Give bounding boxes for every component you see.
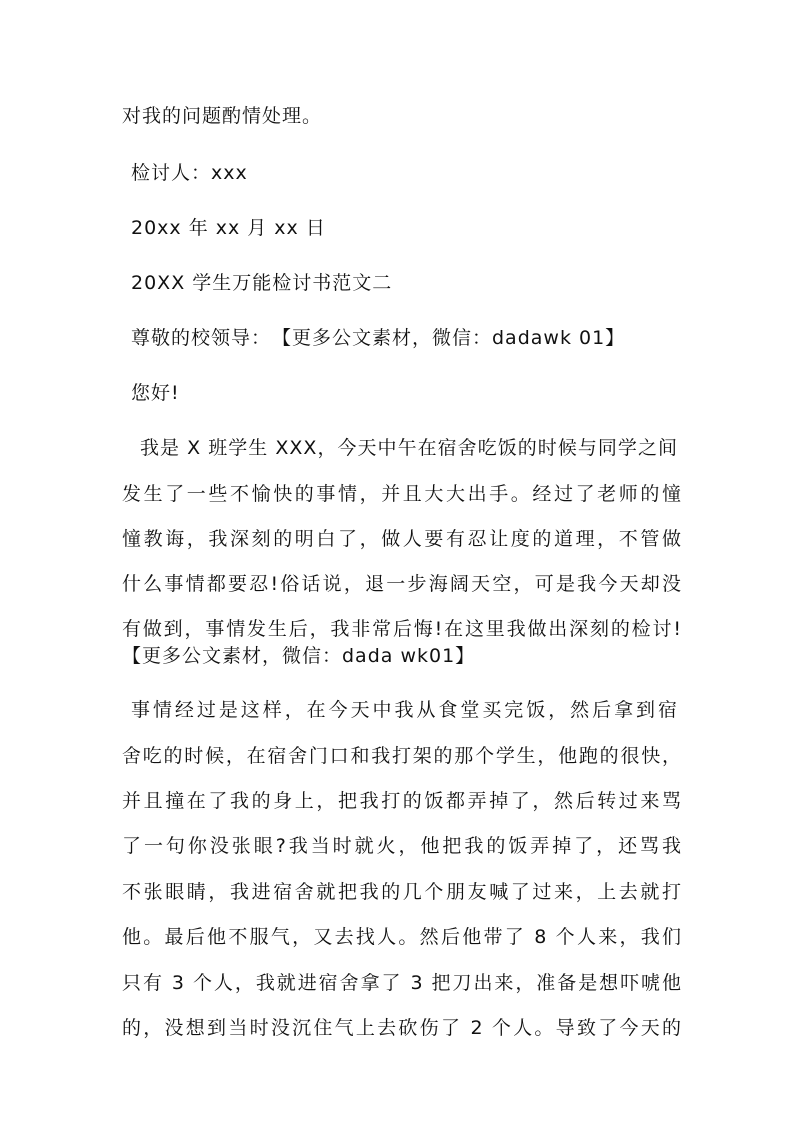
paragraph-line: 有做到，事情发生后，我非常后悔!在这里我做出深刻的检讨!: [122, 618, 682, 640]
salutation-line: 尊敬的校领导： 【更多公文素材，微信：dadawk 01】: [131, 327, 626, 349]
paragraph-line: 【更多公文素材，微信：dada wk01】: [122, 645, 476, 667]
paragraph-line: 事情经过是这样，在今天中我从食堂买完饭，然后拿到宿: [131, 699, 678, 721]
paragraph-line: 我是 X 班学生 XXX，今天中午在宿舍吃饭的时候与同学之间: [140, 437, 678, 459]
signer-line: 检讨人：xxx: [131, 162, 248, 184]
paragraph-line: 发生了一些不愉快的事情，并且大大出手。经过了老师的憧: [122, 483, 682, 505]
paragraph-line: 憧教诲，我深刻的明白了，做人要有忍让度的道理，不管做: [122, 528, 682, 550]
paragraph-line: 只有 3 个人，我就进宿舍拿了 3 把刀出来，准备是想吓唬他: [122, 972, 682, 994]
paragraph-line: 并且撞在了我的身上，把我打的饭都弄掉了，然后转过来骂: [122, 790, 682, 812]
paragraph-line: 了一句你没张眼?我当时就火，他把我的饭弄掉了，还骂我: [122, 835, 682, 857]
paragraph-line: 的，没想到当时没沉住气上去砍伤了 2 个人。导致了今天的: [122, 1017, 682, 1039]
paragraph-line: 对我的问题酌情处理。: [122, 105, 323, 127]
paragraph-line: 舍吃的时候，在宿舍门口和我打架的那个学生，他跑的很快，: [122, 745, 682, 767]
section-title: 20XX 学生万能检讨书范文二: [131, 272, 393, 294]
date-line: 20xx 年 xx 月 xx 日: [131, 217, 326, 239]
paragraph-line: 不张眼睛，我进宿舍就把我的几个朋友喊了过来，上去就打: [122, 881, 682, 903]
paragraph-line: 什么事情都要忍!俗话说，退一步海阔天空，可是我今天却没: [122, 573, 682, 595]
paragraph-line: 他。最后他不服气，又去找人。然后他带了 8 个人来，我们: [122, 926, 682, 948]
greeting-line: 您好!: [131, 382, 180, 404]
